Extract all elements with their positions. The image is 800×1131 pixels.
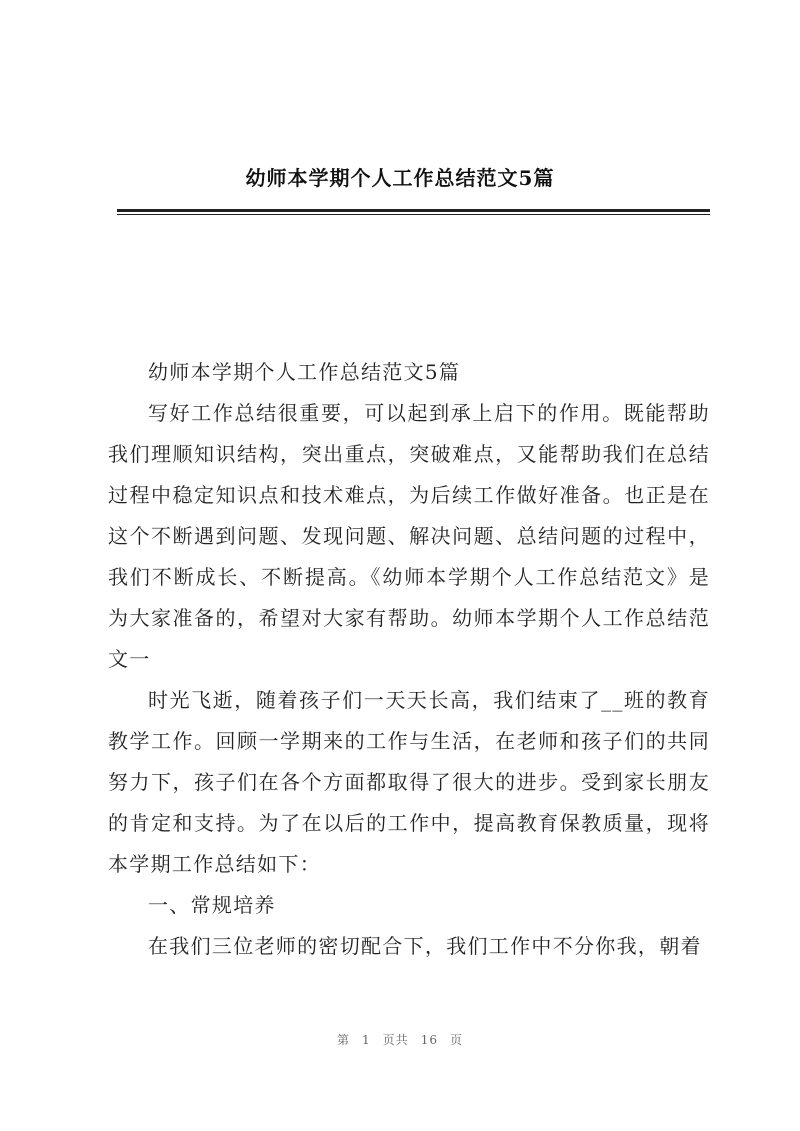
body-paragraph-heading: 幼师本学期个人工作总结范文5篇 — [148, 360, 461, 384]
document-body — [108, 352, 710, 967]
body-paragraph-routine: 在我们三位老师的密切配合下，我们工作中不分你我，朝着 — [148, 934, 702, 958]
body-paragraph-intro: 写好工作总结很重要，可以起到承上启下的作用。既能帮助我们理顺知识结构，突出重点，突破难点，又能帮助我们在总结过程中稳定知识点和技术难点，为后续工作做好准备。也正是在这个不断遇到问题、发现问题、解决问题、总结问题的过程中，我们不断成长、不断提高。《幼师本学期个人工作总结范文》是为大家准备的，希望对大家有帮助。幼师本学期个人工作总结范文一 — [108, 401, 710, 671]
title-underline-thick — [117, 209, 710, 212]
footer-label-di: 第 — [337, 1033, 351, 1047]
footer-page-total: 16 — [420, 1033, 438, 1047]
footer-label-ye-gong: 页共 — [382, 1033, 409, 1047]
title-underline-thin — [117, 214, 710, 215]
footer-label-ye: 页 — [449, 1033, 463, 1047]
section-heading-routine: 一、常规培养 — [148, 893, 276, 917]
footer-page-current: 1 — [362, 1033, 371, 1047]
document-title: 幼师本学期个人工作总结范文5篇 — [245, 166, 555, 190]
page-footer — [0, 1031, 800, 1048]
body-paragraph-summary: 时光飞逝，随着孩子们一天天长高，我们结束了__班的教育教学工作。回顾一学期来的工作与生活，在老师和孩子们的共同努力下，孩子们在各个方面都取得了很大的进步。受到家长朋友的肯定和支持。为了在以后的工作中，提高教育保教质量，现将本学期工作总结如下： — [108, 688, 710, 876]
